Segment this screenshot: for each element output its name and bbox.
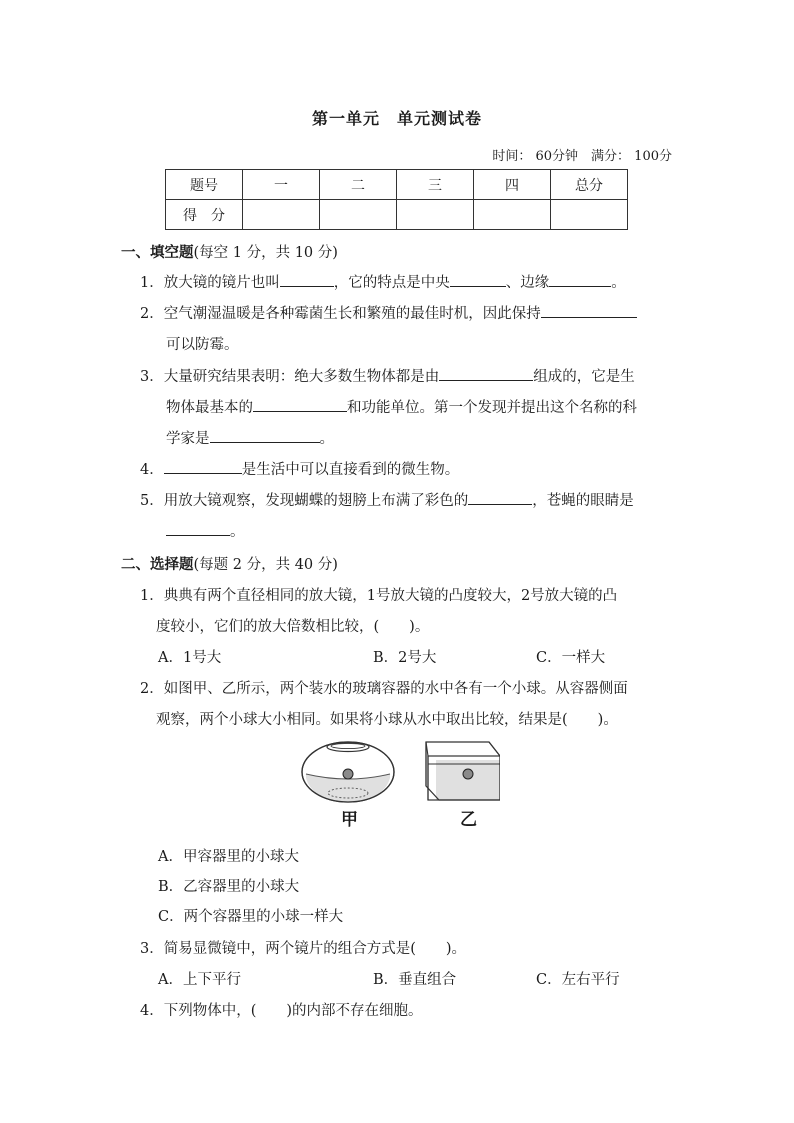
section2-heading [121,553,338,574]
option-a[interactable]: A．上下平行 [158,972,241,988]
question-2-1 [140,584,617,605]
question-text: 学家是 [166,431,210,447]
question-text: 。 [611,275,626,291]
question-1-2-cont [166,333,239,354]
question-text: 是生活中可以直接看到的微生物。 [241,462,460,478]
page-title: 第一单元 单元测试卷 [311,109,482,128]
question-text: 度较小，它们的放大倍数相比较，( [156,619,380,635]
option-b[interactable]: B．垂直组合 [373,972,457,988]
question-text: )。 [597,712,618,728]
section-title: 二、选择题 [121,556,194,573]
question-text: 物体最基本的 [166,400,253,416]
score-cell[interactable] [243,200,320,230]
answer-blank[interactable] [280,272,334,287]
table-header-cell: 总分 [551,170,628,200]
question-2-1-cont [156,615,429,636]
option-a[interactable]: A．甲容器里的小球大 [158,849,299,865]
answer-blank[interactable] [210,428,320,443]
score-cell[interactable] [474,200,551,230]
answer-blank[interactable] [166,521,230,536]
option-c[interactable]: C．左右平行 [536,972,620,988]
question-text: )。 [409,619,430,635]
section-note: (每题 2 分，共 40 分) [193,557,338,573]
answer-blank[interactable] [468,490,532,505]
figure-label-jia: 甲 [341,810,358,830]
table-header-cell: 四 [474,170,551,200]
round-jar-figure [302,742,394,802]
question-text: 。 [319,431,334,447]
section-note: (每空 1 分，共 10 分) [193,245,338,261]
question-text: 5．用放大镜观察，发现蝴蝶的翅膀上布满了彩色的 [140,493,469,509]
answer-blank[interactable] [549,272,611,287]
table-header-cell: 二 [320,170,397,200]
table-header-cell: 题号 [166,170,243,200]
question-text: 组成的，它是生 [533,369,635,385]
option-b[interactable]: B．2号大 [373,650,437,666]
score-cell[interactable] [551,200,628,230]
question-1-3-cont [166,396,637,417]
question-1-5 [140,489,634,510]
figure-label-yi: 乙 [460,810,477,830]
question-text: 、边缘 [505,275,550,291]
question-text: ，苍蝇的眼睛是 [532,493,634,509]
question-1-3-cont2 [166,427,334,448]
question-2-2 [140,677,628,698]
answer-blank[interactable] [253,397,347,412]
question-text: )的内部不存在细胞。 [286,1003,423,1019]
question-text: 2．如图甲、乙所示，两个装水的玻璃容器的水中各有一个小球。从容器侧面 [140,681,628,697]
question-text: 观察，两个小球大小相同。如果将小球从水中取出比较，结果是( [156,712,568,728]
answer-blank[interactable] [450,272,506,287]
question-text: )。 [445,941,467,957]
option-b[interactable]: B．乙容器里的小球大 [158,879,300,895]
table-header-cell: 一 [243,170,320,200]
square-tank-figure [426,742,500,800]
question-text: 3．简易显微镜中，两个镜片的组合方式是( [140,941,416,957]
table-row [166,200,628,230]
answer-blank[interactable] [164,459,242,474]
question-2-4 [140,999,423,1020]
option-a[interactable]: A．1号大 [158,650,222,666]
score-cell[interactable] [320,200,397,230]
section-title: 一、填空题 [121,244,194,261]
question-text: 和功能单位。第一个发现并提出这个名称的科 [347,400,637,416]
score-table [165,169,628,230]
question-1-2 [140,302,637,323]
answer-blank[interactable] [541,303,637,318]
option-c[interactable]: C．一样大 [536,650,606,666]
question-1-4 [140,458,459,479]
question-text: 3．大量研究结果表明：绝大多数生物体都是由 [140,369,440,385]
section1-heading [121,241,338,262]
question-text: 4．下列物体中，( [140,1003,257,1019]
question-2-2-cont [156,708,618,729]
time-score-info: 时间： 60分钟 满分： 100分 [492,149,672,164]
score-cell[interactable] [397,200,474,230]
question-text: 可以防霉。 [166,337,239,353]
question-text: 4． [140,462,164,478]
question-text: 2．空气潮湿温暖是各种霉菌生长和繁殖的最佳时机，因此保持 [140,306,541,322]
question-text: 。 [230,524,245,540]
score-row-label: 得 分 [166,200,243,230]
question-1-1 [140,271,626,292]
option-c[interactable]: C．两个容器里的小球一样大 [158,909,344,925]
answer-blank[interactable] [439,366,533,381]
question-2-3 [140,937,466,958]
question-1-3 [140,365,635,386]
question-1-5-cont [166,520,245,541]
table-row [166,170,628,200]
question-text: ，它的特点是中央 [333,275,450,291]
question-text: 1．放大镜的镜片也叫 [140,275,280,291]
question-text: 1．典典有两个直径相同的放大镜，1号放大镜的凸度较大，2号放大镜的凸 [140,588,618,604]
table-header-cell: 三 [397,170,474,200]
